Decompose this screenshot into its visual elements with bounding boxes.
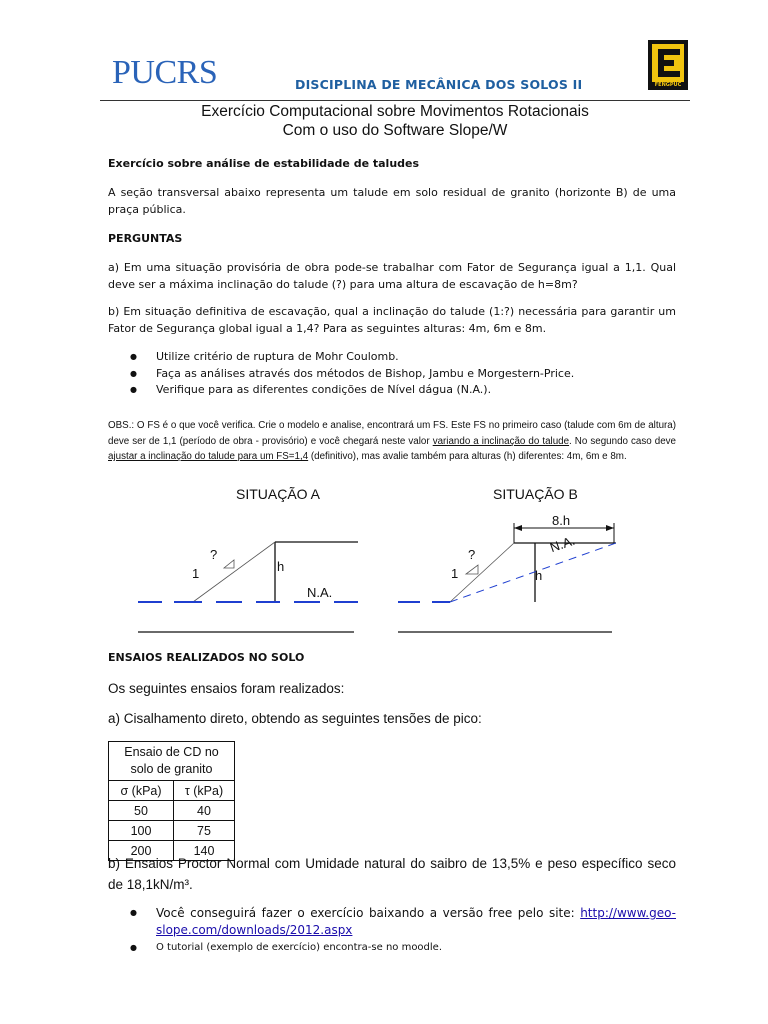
situation-a-diagram	[130, 530, 370, 640]
height-label-b: h	[535, 568, 543, 583]
page-title-line2: Com o uso do Software Slope/W	[282, 122, 508, 139]
instruction-list	[130, 349, 675, 399]
fengpuc-caption: FENGPUC	[654, 82, 682, 88]
table-row	[109, 821, 235, 841]
obs-underline-1: variando a inclinação do talude	[432, 435, 570, 447]
table-cell: 200	[109, 841, 174, 861]
header-rule	[100, 100, 690, 101]
footer-list	[130, 905, 676, 957]
table-cell: 40	[174, 801, 235, 821]
table-row	[109, 801, 235, 821]
width-label-b: 8.h	[552, 513, 571, 528]
tests-b: b) Ensaios Proctor Normal com Umidade natural do saibro de 13,5% e peso específico seco de 18,1kN/m³.	[108, 856, 676, 892]
tests-a: a) Cisalhamento direto, obtendo as seguintes tensões de pico:	[108, 711, 482, 726]
column-header-tau: τ (kPa)	[174, 781, 235, 801]
bullet-icon: ●	[130, 908, 137, 917]
column-header-sigma: σ (kPa)	[109, 781, 174, 801]
shear-test-table	[108, 741, 235, 861]
question-a: a) Em uma situação provisória de obra pode-se trabalhar com Fator de Segurança igual a 1,1. Qual deve ser a máxima inclinação do talude (?) para uma altura de escavação de h=8m?	[108, 261, 676, 291]
situation-b-diagram	[390, 510, 630, 640]
table-cell: 50	[109, 801, 174, 821]
tests-heading: ENSAIOS REALIZADOS NO SOLO	[108, 651, 305, 664]
situation-a-label: SITUAÇÃO A	[236, 486, 321, 502]
intro-heading: Exercício sobre análise de estabilidade de taludes	[108, 157, 420, 170]
download-link[interactable]: http://www.geo-slope.com/downloads/2012.aspx	[156, 906, 676, 937]
slope-one-label-a: 1	[192, 566, 200, 581]
tests-intro: Os seguintes ensaios foram realizados:	[108, 681, 345, 696]
water-level-label-b: N.A.	[548, 532, 577, 556]
obs-text-3: (definitivo), mas avalie também para alturas (h) diferentes: 4m, 6m e 8m.	[308, 451, 627, 462]
tutorial-text: O tutorial (exemplo de exercício) encontra-se no moodle.	[156, 942, 443, 953]
table-cell: 140	[174, 841, 235, 861]
list-item: ● Faça as análises através dos métodos de Bishop, Jambu e Morgestern-Price.	[130, 366, 675, 383]
slope-one-label-b: 1	[451, 566, 459, 581]
table-cell: 75	[174, 821, 235, 841]
obs-note	[108, 418, 676, 465]
obs-text-2: . No segundo caso deve	[569, 435, 676, 447]
list-item: ● Verifique para as diferentes condições de Nível dágua (N.A.).	[130, 382, 675, 399]
intro-text: A seção transversal abaixo representa um talude em solo residual de granito (horizonte B) de uma praça pública.	[108, 186, 676, 216]
download-text: Você conseguirá fazer o exercício baixando a versão free pelo site:	[156, 906, 581, 920]
slope-ratio-label-b: ?	[468, 547, 476, 562]
bullet-icon: ●	[130, 943, 137, 952]
obs-underline-2: ajustar a inclinação do talude para um FS=1,4	[108, 451, 309, 462]
list-item	[130, 905, 676, 938]
situation-b-label: SITUAÇÃO B	[493, 486, 578, 502]
water-level-label-a: N.A.	[307, 585, 333, 600]
discipline-title: DISCIPLINA DE MECÂNICA DOS SOLOS II	[295, 77, 583, 92]
fengpuc-logo	[648, 40, 688, 90]
height-label-a: h	[277, 559, 285, 574]
table-caption: Ensaio de CD no solo de granito	[109, 742, 235, 781]
list-item: ● Utilize critério de ruptura de Mohr Coulomb.	[130, 349, 675, 366]
questions-heading: PERGUNTAS	[108, 232, 183, 245]
pucrs-logo: PUCRS	[112, 54, 218, 91]
table-cell: 100	[109, 821, 174, 841]
obs-text-1: OBS.: O FS é o que você verifica. Crie o modelo e analise, encontrará um FS. Este FS no primeiro caso (talude com 6m de altura) deve ser de 1,1 (período de obra - provisório) e você chegará neste valor	[108, 420, 676, 447]
page-title-line1: Exercício Computacional sobre Movimentos Rotacionais	[201, 103, 589, 120]
list-item	[130, 940, 676, 957]
question-b: b) Em situação definitiva de escavação, qual a inclinação do talude (1:?) necessária para garantir um Fator de Segurança global igual a 1,4? Para as seguintes alturas: 4m, 6m e 8m.	[108, 305, 676, 335]
slope-ratio-label-a: ?	[210, 547, 218, 562]
